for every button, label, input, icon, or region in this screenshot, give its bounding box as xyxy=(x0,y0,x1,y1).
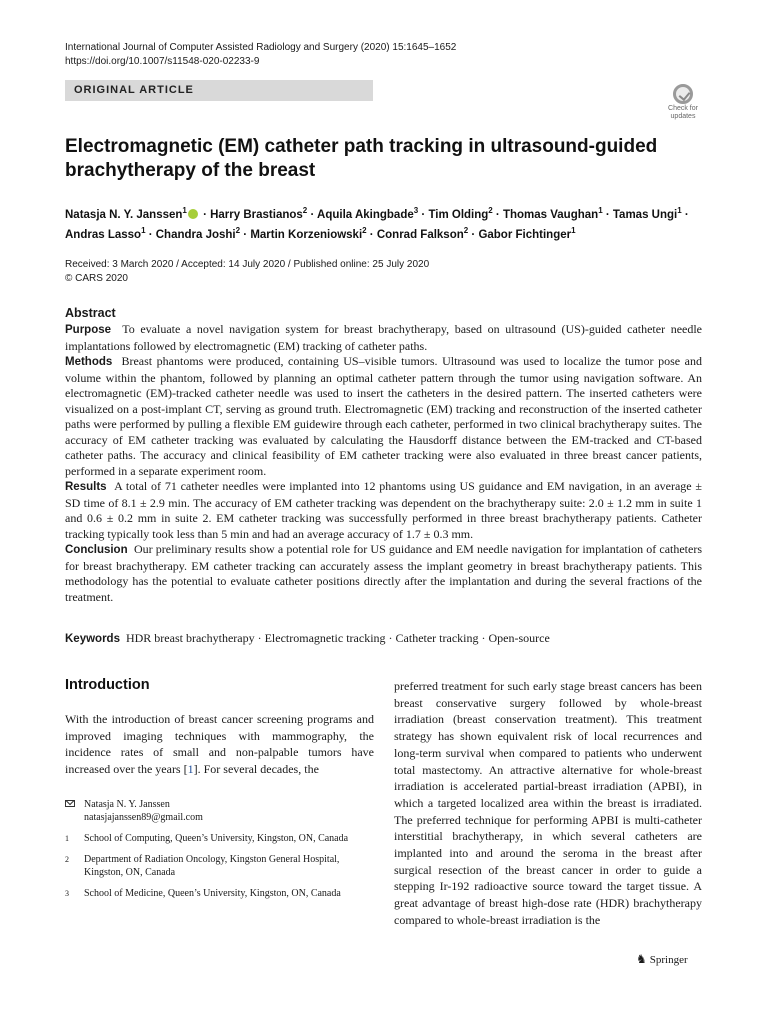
author-name[interactable]: Andras Lasso xyxy=(65,228,142,241)
keywords-text: HDR breast brachytherapy · Electromagnetic tracking · Catheter tracking · Open-source xyxy=(125,631,550,645)
publisher-name: Springer xyxy=(649,954,688,966)
author-name[interactable]: Tamas Ungi xyxy=(612,208,678,221)
article-type-label: ORIGINAL ARTICLE xyxy=(74,84,194,96)
author-entry xyxy=(428,206,493,221)
check-for-updates-badge[interactable] xyxy=(663,84,703,124)
introduction-right-column: preferred treatment for such early stage breast cancers has been breast conservative surgery followed by whole-breast irradiation (breast conservation treatment). This treatment strategy has shown equivalent risk of local recurrences and long-term survival when compared to patients who underwent total mastectomy. An attractive alternative for whole-breast irradiation is accelerated partial-breast irradiation (APBI), in which a targeted localized area within the breast is irradiated. The preferred technique for performing APBI is multi-catheter interstitial brachytherapy, in which several catheters are implanted into and around the seroma in the breast after surgical resection of the breast cancer in order to guide a stepping Ir-192 radioactive source toward the target tissue. A great advantage of breast high-dose rate (HDR) brachytherapy compared to whole-breast irradiation is the xyxy=(394,679,702,927)
author-entry xyxy=(502,206,603,221)
author-entry xyxy=(210,206,308,221)
envelope-icon xyxy=(65,800,75,807)
check-for-updates-icon xyxy=(673,84,693,104)
conclusion-label: Conclusion xyxy=(65,544,128,556)
corresponding-author-name: Natasja N. Y. Janssen xyxy=(84,799,170,810)
author-entry xyxy=(155,225,241,241)
author-name[interactable]: Natasja N. Y. Janssen xyxy=(65,208,183,221)
publication-dates xyxy=(65,258,429,286)
affiliation-text: Department of Radiation Oncology, Kingston General Hospital, Kingston, ON, Canada xyxy=(84,854,340,878)
abstract-methods xyxy=(65,354,702,479)
keywords-label: Keywords xyxy=(65,633,120,645)
author-entry xyxy=(612,206,682,221)
affiliation xyxy=(65,832,374,845)
author-entry xyxy=(376,225,469,241)
affiliation xyxy=(65,887,374,900)
springer-horse-icon: ♞ xyxy=(636,952,647,966)
title-line-2: brachytherapy of the breast xyxy=(65,160,316,181)
abstract-conclusion xyxy=(65,542,702,605)
author-affiliation-number: 2 xyxy=(302,206,308,215)
affiliation-number: 1 xyxy=(65,834,69,843)
results-label: Results xyxy=(65,481,107,493)
copyright: © CARS 2020 xyxy=(65,273,128,284)
history-dates: Received: 3 March 2020 / Accepted: 14 July 2020 / Published online: 25 July 2020 xyxy=(65,259,430,270)
abstract-results xyxy=(65,479,702,542)
author-affiliation-number: 1 xyxy=(571,225,576,235)
check-for-updates-line2: updates xyxy=(670,113,696,120)
methods-text: Breast phantoms were produced, containing US–visible tumors. Ultrasound was used to localize the tumor pose and volume within the phantom, followed by planning an optimal catheter pattern through the tumor using navigation software. An electromagnetic (EM)-tracked catheter needle was used to insert the catheters in the desired pattern. The inserted catheters were visualized on a post-implant CT, serving as ground truth. Electromagnetic (EM) tracking and reconstruction of the inserted catheter paths were performed by pulling a flexible EM guidewire through each catheter, performed in two clinical brachytherapy suites. The accuracy of EM catheter tracking was evaluated by calculating the Hausdorff distance between the EM-tracked and CT-based catheter paths. The accuracy and clinical feasibility of EM catheter tracking were also evaluated in three breast cancer patients, performed in a separate experiment room. xyxy=(65,354,702,478)
affiliation xyxy=(65,853,374,879)
author-name[interactable]: Gabor Fichtinger xyxy=(478,228,572,241)
author-affiliation-number: 1 xyxy=(677,206,682,215)
footnotes xyxy=(65,798,374,908)
conclusion-text: Our preliminary results show a potential role for US guidance and EM needle navigation for implantation of catheters for breast brachytherapy. EM catheter tracking can accurately assess the implant geometry in breast brachytherapy patients. This methodology has the potential to evaluate catheter positions directly after the implantation and during the several fractions of the treatment. xyxy=(65,542,703,604)
affiliation-list xyxy=(65,832,374,900)
keywords xyxy=(65,630,550,647)
author-entry xyxy=(478,225,576,241)
affiliation-number: 3 xyxy=(65,889,69,898)
author-affiliation-number: 1 xyxy=(182,206,187,215)
author-affiliation-number: 2 xyxy=(463,225,469,235)
doi-link[interactable]: https://doi.org/10.1007/s11548-020-02233-9 xyxy=(65,56,260,67)
results-text: A total of 71 catheter needles were implanted into 12 phantoms using US guidance and EM navigation, in an average ± SD time of 8.1 ± 2.9 min. The accuracy of EM catheter tracking was dependent on the brachytherapy suite: 2.0 ± 1.2 mm in suite 1 and 0.6 ± 0.2 mm in suite 2. EM catheter tracking was successfully performed in three breast brachytherapy patients. Catheter tracking typically took less than 5 min and had an average accuracy of 1.7 ± 0.3 mm. xyxy=(65,479,702,541)
author-entry xyxy=(317,206,419,221)
author-name[interactable]: Thomas Vaughan xyxy=(502,208,599,221)
author-name[interactable]: Harry Brastianos xyxy=(210,208,303,221)
author-affiliation-number: 2 xyxy=(235,225,241,235)
author-name[interactable]: Tim Olding xyxy=(428,208,489,221)
intro-text-part2: ]. For several decades, the xyxy=(193,762,319,777)
introduction-heading: Introduction xyxy=(65,677,150,693)
methods-label: Methods xyxy=(65,356,113,368)
journal-reference: International Journal of Computer Assisted Radiology and Surgery (2020) 15:1645–1652 xyxy=(65,42,457,53)
author-name[interactable]: Martin Korzeniowski xyxy=(250,228,363,241)
author-list: Natasja N. Y. Janssen$^1$ · Harry Brastianos$^2$ · Aquila Akingbade$^3$ · Tim Olding$^2$ · Thomas Vaughan$^1$ · Tamas Ungi$^1$ · Andras Lasso$^1$ · Chandra Joshi$^2$ · Martin Korzeniowski$^2$ · Conrad Falkson$^2$ · Gabor Fichtinger$^1$ xyxy=(65,206,689,241)
affiliation-text: School of Computing, Queen’s University, Kingston, ON, Canada xyxy=(84,833,349,844)
corresponding-author-email[interactable]: natasjajanssen89@gmail.com xyxy=(84,812,203,823)
author-name[interactable]: Aquila Akingbade xyxy=(317,208,414,221)
author-name[interactable]: Conrad Falkson xyxy=(376,228,464,241)
citation-link[interactable]: 1 xyxy=(187,762,194,777)
orcid-icon[interactable] xyxy=(188,209,198,219)
intro-text-part1: With the introduction of breast cancer screening programs and improved imaging techniques with mammography, the incidence rates of small and non-palpable tumors have increased over the years [ xyxy=(65,712,374,777)
article-title xyxy=(65,135,685,183)
author-affiliation-number: 3 xyxy=(413,206,419,215)
author-entry xyxy=(65,206,200,221)
author-affiliation-number: 1 xyxy=(141,225,146,235)
publisher-footer xyxy=(636,952,688,967)
introduction-left-column xyxy=(65,711,374,778)
abstract-purpose xyxy=(65,322,702,354)
affiliation-number: 2 xyxy=(65,855,69,864)
author-affiliation-number: 1 xyxy=(598,206,603,215)
journal-citation xyxy=(65,41,456,69)
abstract-heading: Abstract xyxy=(65,306,116,320)
author-affiliation-number: 2 xyxy=(362,225,367,235)
check-for-updates-line1: Check for xyxy=(668,105,698,112)
check-for-updates-text xyxy=(663,105,703,121)
author-entry xyxy=(250,225,367,241)
author-affiliation-number: 2 xyxy=(488,206,493,215)
purpose-text: To evaluate a novel navigation system for breast brachytherapy, based on ultrasound (US)-guided catheter needle implantations followed by electromagnetic (EM) tracking of catheter paths. xyxy=(65,322,703,353)
author-name[interactable]: Chandra Joshi xyxy=(155,228,236,241)
corresponding-author xyxy=(65,798,374,824)
purpose-label: Purpose xyxy=(65,324,112,336)
abstract-section xyxy=(65,306,702,605)
author-entry xyxy=(65,225,146,241)
affiliation-text: School of Medicine, Queen’s University, Kingston, ON, Canada xyxy=(84,888,341,899)
title-line-1: Electromagnetic (EM) catheter path tracking in ultrasound-guided xyxy=(65,136,658,157)
